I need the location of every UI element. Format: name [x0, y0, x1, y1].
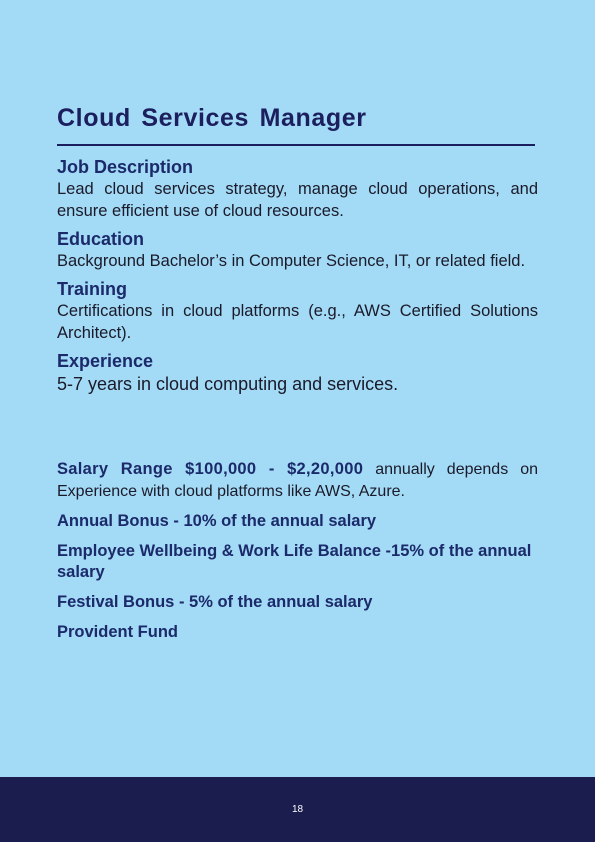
experience-heading: Experience — [57, 351, 154, 371]
page-number: 18 — [291, 804, 304, 815]
benefit-festival-bonus: Festival Bonus - 5% of the annual salary — [57, 593, 373, 611]
job-description-heading: Job Description — [57, 157, 194, 177]
training-text: Certifications in cloud platforms (e.g., AWS Certified Solutions Architect). — [57, 302, 538, 342]
education-heading: Education — [57, 229, 145, 249]
benefit-provident-fund: Provident Fund — [57, 623, 178, 641]
benefit-annual-bonus: Annual Bonus - 10% of the annual salary — [57, 512, 377, 530]
footer-band — [0, 777, 595, 842]
role-details — [57, 156, 538, 402]
salary-note: annually depends on Experience with cloud platforms like AWS, Azure. — [57, 461, 538, 500]
job-description-text: Lead cloud services strategy, manage cloud operations, and ensure efficient use of cloud resources. — [57, 180, 538, 220]
salary-range: Salary Range $100,000 - $2,20,000 — [57, 460, 364, 478]
section-job-description — [57, 156, 538, 222]
training-heading: Training — [57, 279, 128, 299]
page-title: Cloud Services Manager — [57, 104, 367, 132]
title-divider — [57, 144, 535, 146]
experience-text: 5-7 years in cloud computing and services. — [57, 374, 399, 394]
compensation-block — [57, 458, 538, 652]
salary-paragraph — [57, 458, 538, 503]
benefit-employee-wellbeing: Employee Wellbeing & Work Life Balance -15% of the annual salary — [57, 542, 532, 581]
section-education — [57, 228, 538, 272]
section-experience — [57, 350, 538, 396]
section-training — [57, 278, 538, 344]
education-text: Background Bachelor’s in Computer Science, IT, or related field. — [57, 252, 526, 270]
